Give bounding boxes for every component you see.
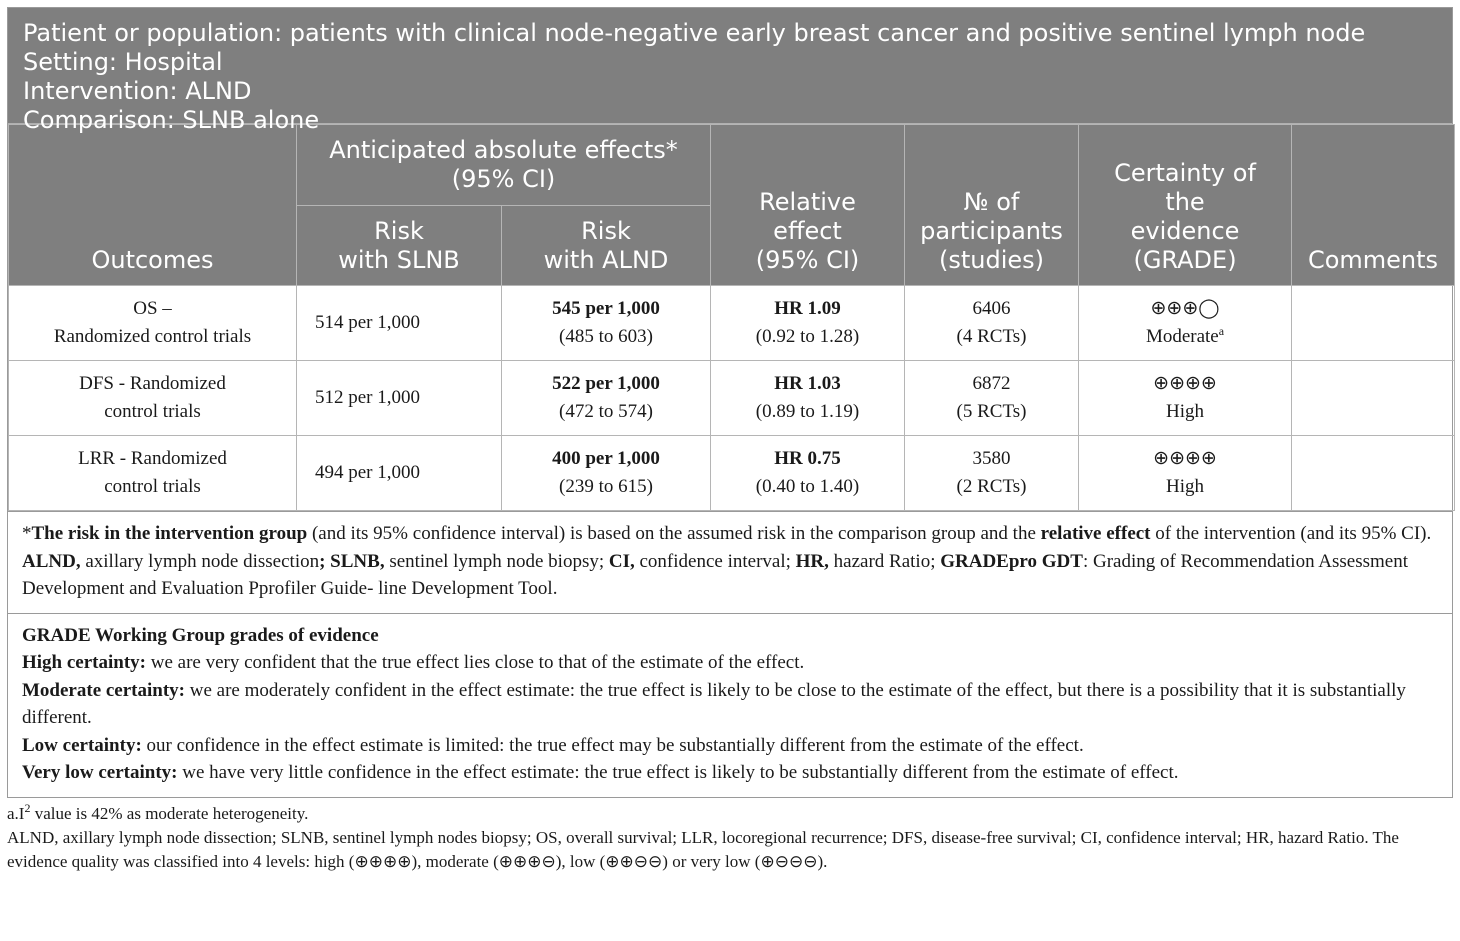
risk-alnd-cell: 400 per 1,000 (239 to 615) (502, 436, 711, 511)
col-anticipated-effects: Anticipated absolute effects* (95% CI) (297, 125, 711, 206)
grade-definitions-note (8, 613, 1452, 797)
grade-high: High certainty: we are very confident that the true effect lies close to that of the estimate of the effect. (22, 652, 805, 673)
certainty-cell: ⊕⊕⊕⊕ High (1079, 436, 1292, 511)
footnote-a: $a.I^2$ value is 42% as moderate heterogeneity. (7, 800, 309, 823)
risk-explanation: *The risk in the intervention group (and its 95% confidence interval) is based on the assumed risk in the comparison group and the relative effect of the intervention (and its 95% CI). (22, 523, 1432, 544)
col-comments: Comments (1292, 125, 1455, 286)
comparison-line: Comparison: SLNB alone (23, 106, 320, 134)
grade-symbols: ⊕⊕⊕⊕ (1153, 448, 1217, 469)
relative-effect-cell: HR 1.03 (0.89 to 1.19) (711, 361, 905, 436)
participants-cell: 6406 (4 RCTs) (905, 286, 1079, 361)
comments-cell (1292, 361, 1455, 436)
comments-cell (1292, 436, 1455, 511)
table-panel (7, 7, 1453, 798)
table-footnotes (7, 798, 1453, 874)
risk-alnd-cell: 522 per 1,000 (472 to 574) (502, 361, 711, 436)
comments-cell (1292, 286, 1455, 361)
intervention-line: Intervention: ALND (23, 77, 252, 105)
risk-alnd-cell: 545 per 1,000 (485 to 603) (502, 286, 711, 361)
outcome-cell: LRR - Randomized control trials (9, 436, 297, 511)
grade-moderate: Moderate certainty: we are moderately confident in the effect estimate: the true effect is likely to be close to the estimate of the effect, but there is a possibility that it is substantially different. (22, 679, 1406, 728)
grade-symbols: ⊕⊕⊕⊕ (1153, 373, 1217, 394)
table-row (9, 436, 1455, 511)
col-relative-effect: Relative effect (95% CI) (711, 125, 905, 286)
grade-symbols: ⊕⊕⊕◯ (1150, 298, 1220, 319)
findings-table (8, 124, 1455, 511)
outcome-cell: OS – Randomized control trials (9, 286, 297, 361)
risk-slnb-cell: 494 per 1,000 (297, 436, 502, 511)
col-outcomes: Outcomes (9, 125, 297, 286)
risk-slnb-cell: 512 per 1,000 (297, 361, 502, 436)
col-risk-slnb: Risk with SLNB (297, 206, 502, 286)
setting-line: Setting: Hospital (23, 48, 223, 76)
grade-low: Low certainty: our confidence in the effect estimate is limited: the true effect may be substantially different from the estimate of the effect. (22, 734, 1084, 756)
footnote-abbreviations: ALND, axillary lymph node dissection; SLNB, sentinel lymph nodes biopsy; OS, overall survival; LLR, locoregional recurrence; DFS, disease-free survival; CI, confidence interval; HR, hazard Ratio. The evidence quality was classified into 4 levels: high (⊕⊕⊕⊕), moderate (⊕⊕⊕⊖), low (⊕⊕⊖⊖) or very low (⊕⊖⊖⊖). (7, 827, 1399, 871)
summary-of-findings-table (7, 7, 1453, 874)
relative-effect-cell: HR 1.09 (0.92 to 1.28) (711, 286, 905, 361)
abbreviations: ALND, axillary lymph node dissection; SLNB, sentinel lymph node biopsy; CI, confidence interval; HR, hazard Ratio; GRADEpro GDT: Grading of Recommendation Assessment Development and Evaluation Pprofiler Guide- line Development Tool. (22, 550, 1408, 599)
risk-explanation-note (8, 511, 1452, 613)
table-header-block (8, 8, 1452, 134)
outcome-cell: DFS - Randomized control trials (9, 361, 297, 436)
col-participants: № of participants (studies) (905, 125, 1079, 286)
grade-very-low: Very low certainty: we have very little confidence in the effect estimate: the true effect is likely to be substantially different from the estimate of effect. (22, 762, 1179, 783)
certainty-cell: ⊕⊕⊕⊕ High (1079, 361, 1292, 436)
grade-title: GRADE Working Group grades of evidence (22, 624, 379, 646)
col-certainty: Certainty of the evidence (GRADE) (1079, 125, 1292, 286)
participants-cell: 3580 (2 RCTs) (905, 436, 1079, 511)
certainty-cell: ⊕⊕⊕◯ Moderate$^a$ (1079, 286, 1292, 361)
risk-slnb-cell: 514 per 1,000 (297, 286, 502, 361)
col-risk-alnd: Risk with ALND (502, 206, 711, 286)
table-row (9, 286, 1455, 361)
relative-effect-cell: HR 0.75 (0.40 to 1.40) (711, 436, 905, 511)
table-row (9, 361, 1455, 436)
population-line: Patient or population: patients with clinical node-negative early breast cancer and positive sentinel lymph node (23, 19, 1366, 47)
header-row-1 (9, 125, 1455, 206)
participants-cell: 6872 (5 RCTs) (905, 361, 1079, 436)
